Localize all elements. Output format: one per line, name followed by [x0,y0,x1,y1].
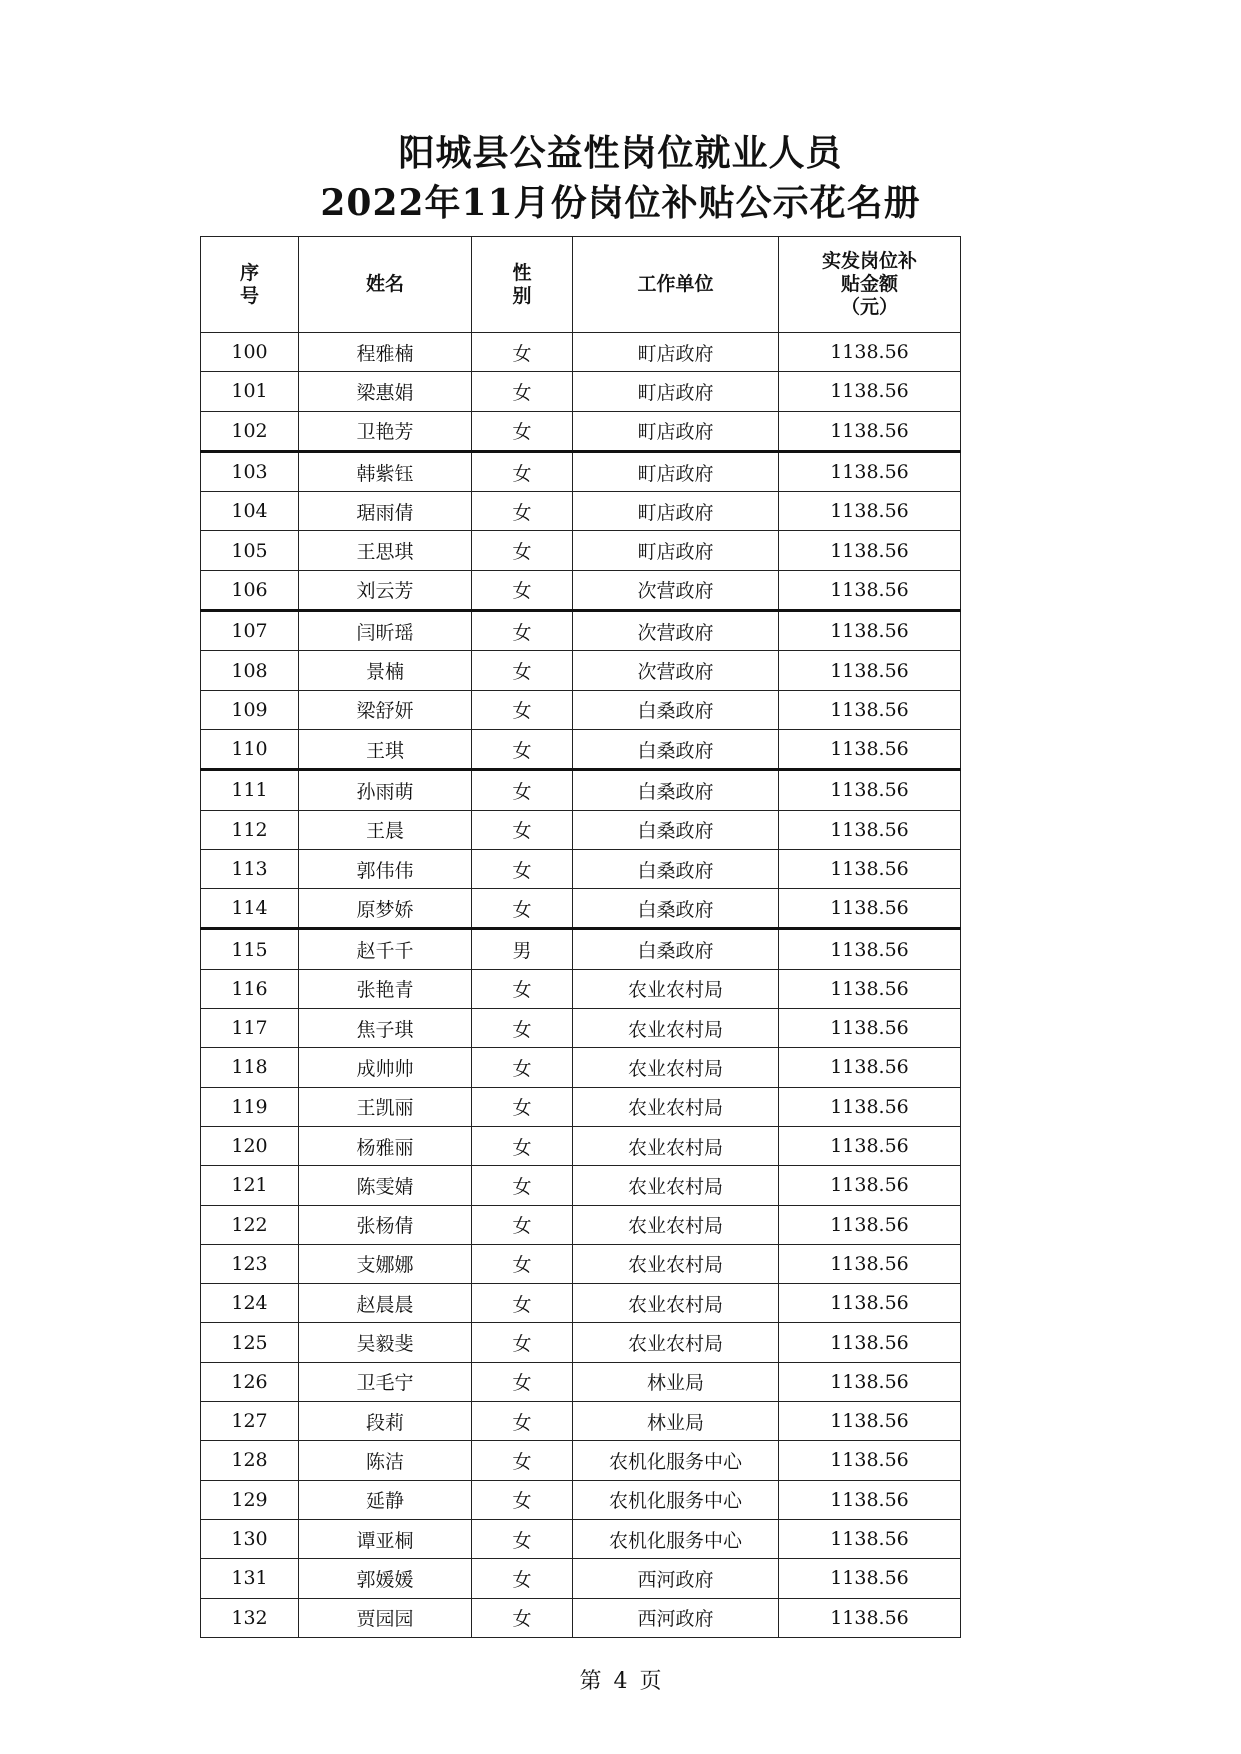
table-row [201,1009,961,1048]
cell-seq: 130 [201,1519,299,1558]
cell-seq: 117 [201,1009,299,1048]
cell-seq: 103 [201,451,299,491]
cell-amount: 1138.56 [779,1166,961,1205]
cell-unit: 町店政府 [573,411,779,451]
cell-amount: 1138.56 [779,1441,961,1480]
cell-unit: 农业农村局 [573,1323,779,1362]
cell-seq: 131 [201,1559,299,1598]
cell-unit: 白桑政府 [573,810,779,849]
table-row [201,1441,961,1480]
page-number-footer [0,1664,1241,1695]
cell-unit: 西河政府 [573,1598,779,1637]
cell-seq: 109 [201,690,299,729]
cell-seq: 107 [201,611,299,651]
cell-seq: 111 [201,770,299,810]
cell-gender: 女 [472,889,573,929]
cell-seq: 112 [201,810,299,849]
cell-gender: 女 [472,1009,573,1048]
cell-seq: 122 [201,1205,299,1244]
cell-seq: 128 [201,1441,299,1480]
cell-name: 延静 [299,1480,472,1519]
table-body [201,333,961,1638]
cell-name: 焦子琪 [299,1009,472,1048]
cell-gender: 女 [472,411,573,451]
cell-unit: 农业农村局 [573,1126,779,1165]
cell-name: 刘云芳 [299,570,472,610]
cell-amount: 1138.56 [779,1009,961,1048]
cell-gender: 女 [472,1048,573,1087]
cell-amount: 1138.56 [779,889,961,929]
table-row [201,690,961,729]
cell-seq: 118 [201,1048,299,1087]
cell-name: 张杨倩 [299,1205,472,1244]
cell-seq: 101 [201,372,299,411]
cell-unit: 农业农村局 [573,969,779,1008]
cell-name: 吴毅斐 [299,1323,472,1362]
cell-amount: 1138.56 [779,690,961,729]
cell-amount: 1138.56 [779,1362,961,1401]
cell-gender: 女 [472,1205,573,1244]
cell-seq: 125 [201,1323,299,1362]
cell-unit: 农机化服务中心 [573,1519,779,1558]
cell-gender: 女 [472,570,573,610]
table-row [201,333,961,372]
cell-amount: 1138.56 [779,372,961,411]
cell-unit: 农业农村局 [573,1048,779,1087]
table-row [201,451,961,491]
cell-name: 原梦娇 [299,889,472,929]
cell-amount: 1138.56 [779,849,961,888]
cell-unit: 町店政府 [573,531,779,570]
cell-amount: 1138.56 [779,929,961,969]
cell-gender: 女 [472,1244,573,1283]
table-row [201,1559,961,1598]
cell-amount: 1138.56 [779,1559,961,1598]
cell-amount: 1138.56 [779,1087,961,1126]
cell-gender: 女 [472,969,573,1008]
cell-unit: 次营政府 [573,611,779,651]
cell-name: 贾园园 [299,1598,472,1637]
cell-gender: 女 [472,1480,573,1519]
cell-gender: 女 [472,1598,573,1637]
cell-seq: 102 [201,411,299,451]
cell-name: 郭媛媛 [299,1559,472,1598]
cell-name: 张艳青 [299,969,472,1008]
cell-seq: 124 [201,1284,299,1323]
table-row [201,651,961,690]
cell-amount: 1138.56 [779,1126,961,1165]
table-row [201,611,961,651]
table-row [201,1166,961,1205]
cell-seq: 115 [201,929,299,969]
cell-name: 谭亚桐 [299,1519,472,1558]
cell-unit: 町店政府 [573,372,779,411]
cell-unit: 次营政府 [573,651,779,690]
table-row [201,492,961,531]
document-title-line-1: 阳城县公益性岗位就业人员 [398,132,843,174]
cell-unit: 林业局 [573,1362,779,1401]
header-gender: 性别 [472,237,573,333]
header-seq: 序号 [201,237,299,333]
cell-unit: 次营政府 [573,570,779,610]
table-row [201,889,961,929]
cell-seq: 123 [201,1244,299,1283]
cell-gender: 女 [472,810,573,849]
table-row [201,770,961,810]
cell-gender: 女 [472,1362,573,1401]
cell-gender: 女 [472,492,573,531]
cell-amount: 1138.56 [779,1598,961,1637]
cell-amount: 1138.56 [779,1284,961,1323]
table-row [201,1244,961,1283]
cell-name: 赵晨晨 [299,1284,472,1323]
cell-seq: 129 [201,1480,299,1519]
cell-unit: 白桑政府 [573,929,779,969]
cell-gender: 女 [472,1087,573,1126]
cell-name: 闫昕瑶 [299,611,472,651]
cell-seq: 127 [201,1402,299,1441]
table-row [201,969,961,1008]
cell-amount: 1138.56 [779,531,961,570]
table-row [201,531,961,570]
cell-unit: 白桑政府 [573,770,779,810]
cell-unit: 町店政府 [573,333,779,372]
cell-unit: 白桑政府 [573,690,779,729]
cell-gender: 女 [472,1284,573,1323]
table-row [201,849,961,888]
cell-amount: 1138.56 [779,1323,961,1362]
cell-name: 王琪 [299,729,472,769]
cell-gender: 女 [472,531,573,570]
cell-name: 景楠 [299,651,472,690]
cell-name: 梁惠娟 [299,372,472,411]
cell-unit: 白桑政府 [573,849,779,888]
cell-seq: 114 [201,889,299,929]
table-row [201,1519,961,1558]
cell-seq: 104 [201,492,299,531]
cell-unit: 林业局 [573,1402,779,1441]
table-row [201,729,961,769]
cell-unit: 农机化服务中心 [573,1480,779,1519]
cell-amount: 1138.56 [779,770,961,810]
cell-name: 梁舒妍 [299,690,472,729]
cell-name: 段莉 [299,1402,472,1441]
table-row [201,810,961,849]
cell-amount: 1138.56 [779,570,961,610]
cell-unit: 农业农村局 [573,1284,779,1323]
cell-name: 孙雨萌 [299,770,472,810]
table-row [201,1598,961,1637]
cell-unit: 农机化服务中心 [573,1441,779,1480]
cell-seq: 119 [201,1087,299,1126]
cell-gender: 男 [472,929,573,969]
cell-unit: 农业农村局 [573,1009,779,1048]
cell-name: 陈雯婧 [299,1166,472,1205]
cell-seq: 105 [201,531,299,570]
cell-gender: 女 [472,770,573,810]
cell-seq: 120 [201,1126,299,1165]
table-row [201,1126,961,1165]
table-row [201,1284,961,1323]
cell-gender: 女 [472,1441,573,1480]
cell-gender: 女 [472,333,573,372]
cell-amount: 1138.56 [779,969,961,1008]
cell-gender: 女 [472,372,573,411]
cell-unit: 西河政府 [573,1559,779,1598]
table-row [201,1480,961,1519]
cell-amount: 1138.56 [779,729,961,769]
cell-gender: 女 [472,451,573,491]
cell-name: 王思琪 [299,531,472,570]
table-row [201,1048,961,1087]
cell-unit: 白桑政府 [573,729,779,769]
footer-suffix: 页 [639,1669,662,1694]
cell-seq: 121 [201,1166,299,1205]
table-row [201,570,961,610]
cell-gender: 女 [472,729,573,769]
cell-gender: 女 [472,1126,573,1165]
cell-gender: 女 [472,1559,573,1598]
table-row [201,1402,961,1441]
table-row [201,372,961,411]
cell-gender: 女 [472,849,573,888]
cell-name: 成帅帅 [299,1048,472,1087]
cell-amount: 1138.56 [779,1402,961,1441]
cell-name: 卫艳芳 [299,411,472,451]
cell-name: 程雅楠 [299,333,472,372]
cell-seq: 116 [201,969,299,1008]
cell-amount: 1138.56 [779,1519,961,1558]
document-title-line-2: 2022年11月份岗位补贴公示花名册 [320,182,921,224]
cell-name: 陈洁 [299,1441,472,1480]
cell-gender: 女 [472,1166,573,1205]
cell-unit: 农业农村局 [573,1087,779,1126]
cell-seq: 110 [201,729,299,769]
cell-unit: 町店政府 [573,451,779,491]
roster-table [200,236,961,1638]
cell-gender: 女 [472,1323,573,1362]
cell-name: 王凯丽 [299,1087,472,1126]
cell-name: 赵千千 [299,929,472,969]
table-row [201,929,961,969]
header-amount: 实发岗位补贴金额（元） [779,237,961,333]
cell-unit: 农业农村局 [573,1244,779,1283]
cell-seq: 100 [201,333,299,372]
header-name: 姓名 [299,237,472,333]
cell-amount: 1138.56 [779,810,961,849]
cell-amount: 1138.56 [779,651,961,690]
cell-unit: 农业农村局 [573,1205,779,1244]
cell-amount: 1138.56 [779,611,961,651]
cell-seq: 126 [201,1362,299,1401]
cell-name: 郭伟伟 [299,849,472,888]
cell-gender: 女 [472,611,573,651]
cell-unit: 农业农村局 [573,1166,779,1205]
cell-gender: 女 [472,1519,573,1558]
cell-amount: 1138.56 [779,333,961,372]
cell-amount: 1138.56 [779,1480,961,1519]
cell-seq: 132 [201,1598,299,1637]
cell-name: 琚雨倩 [299,492,472,531]
footer-page-number: 4 [613,1669,628,1694]
cell-gender: 女 [472,651,573,690]
footer-prefix: 第 [579,1669,602,1694]
cell-seq: 113 [201,849,299,888]
table-row [201,1323,961,1362]
cell-amount: 1138.56 [779,451,961,491]
cell-name: 卫毛宁 [299,1362,472,1401]
cell-name: 杨雅丽 [299,1126,472,1165]
cell-amount: 1138.56 [779,411,961,451]
cell-amount: 1138.56 [779,492,961,531]
cell-unit: 町店政府 [573,492,779,531]
cell-gender: 女 [472,690,573,729]
cell-name: 支娜娜 [299,1244,472,1283]
cell-seq: 108 [201,651,299,690]
cell-name: 韩紫钰 [299,451,472,491]
cell-amount: 1138.56 [779,1205,961,1244]
table-row [201,1087,961,1126]
cell-unit: 白桑政府 [573,889,779,929]
table-header-row [201,237,961,333]
table-row [201,1362,961,1401]
table-row [201,1205,961,1244]
table-row [201,411,961,451]
cell-amount: 1138.56 [779,1244,961,1283]
cell-gender: 女 [472,1402,573,1441]
cell-name: 王晨 [299,810,472,849]
cell-amount: 1138.56 [779,1048,961,1087]
header-unit: 工作单位 [573,237,779,333]
cell-seq: 106 [201,570,299,610]
